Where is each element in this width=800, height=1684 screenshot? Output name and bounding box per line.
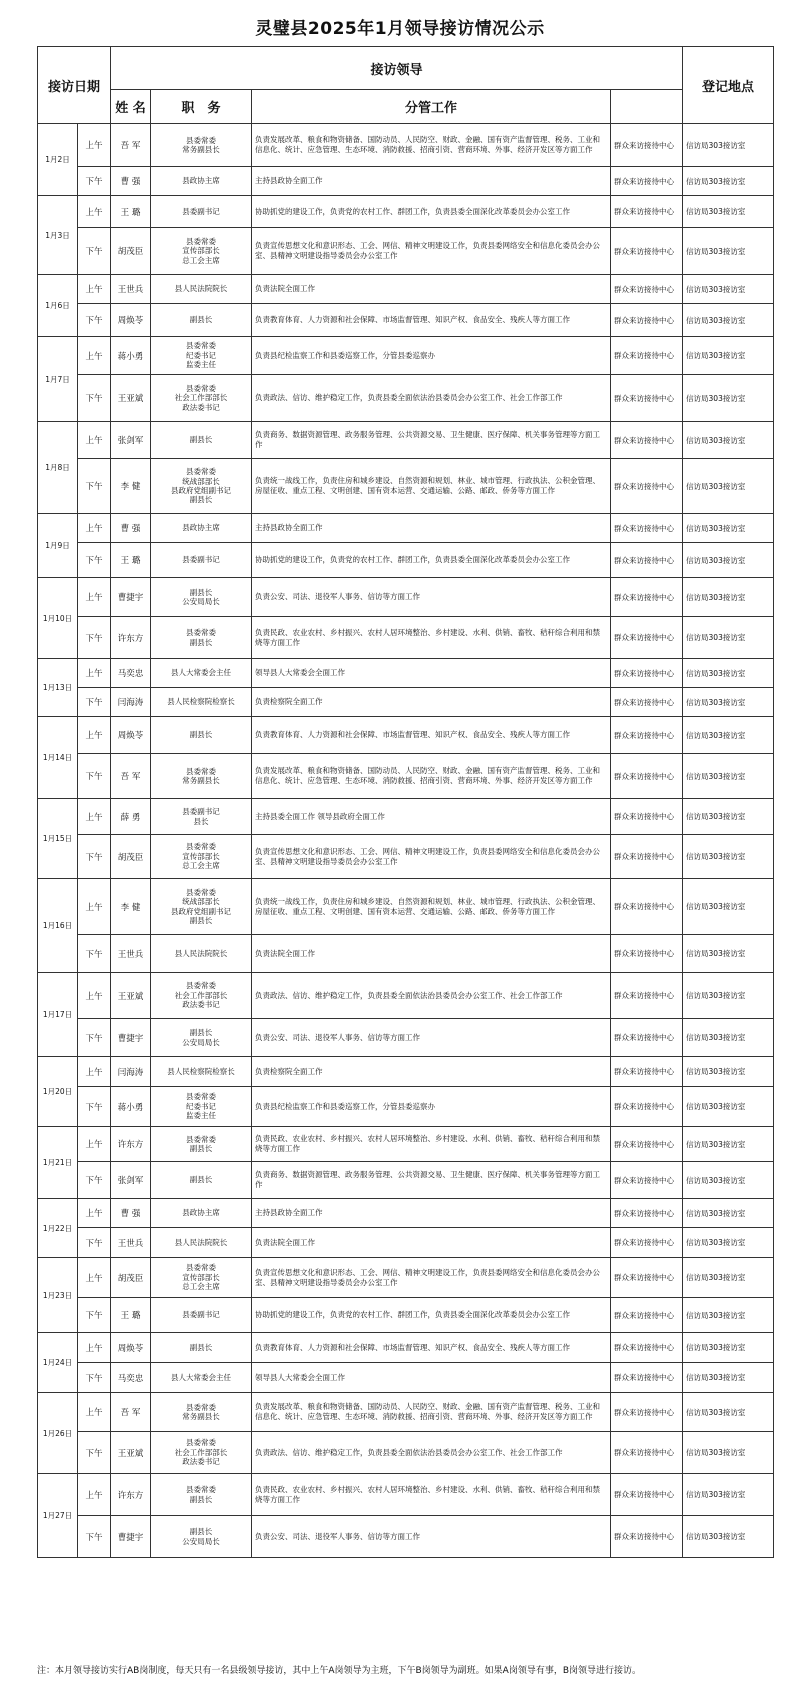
- leader-name-cell: 周焕苓: [111, 717, 151, 754]
- leader-name-cell: 王亚斌: [111, 1432, 151, 1474]
- visit-place-cell: 信访局303接访室: [683, 717, 774, 754]
- duty-cell: 负责发展改革、粮食和物资储备、国防动员、人民防空、财政、金融、国有资产监督管理、税务、工业和信息化、统计、应急管理、生态环境、消防救援、招商引资、营商环境、外事、经济开发区等方面工作: [252, 754, 611, 799]
- leader-name-cell: 王世兵: [111, 935, 151, 973]
- register-place-cell: 群众来访接待中心: [611, 1162, 683, 1199]
- leader-name-cell: 曹 强: [111, 167, 151, 196]
- table-row: [38, 1432, 774, 1474]
- position-cell: 副县长: [151, 717, 252, 754]
- date-cell: 1月6日: [38, 275, 78, 337]
- period-cell: 上午: [78, 1474, 111, 1516]
- period-cell: 上午: [78, 717, 111, 754]
- leader-name-cell: 王亚斌: [111, 973, 151, 1019]
- table-row: [38, 1258, 774, 1298]
- duty-cell: 负责教育体育、人力资源和社会保障、市场监督管理、知识产权、食品安全、残疾人等方面工作: [252, 304, 611, 337]
- table-row: [38, 337, 774, 375]
- visit-place-cell: 信访局303接访室: [683, 304, 774, 337]
- register-place-cell: 群众来访接待中心: [611, 1228, 683, 1258]
- visit-place-cell: 信访局303接访室: [683, 1432, 774, 1474]
- position-cell: 县政协主席: [151, 1199, 252, 1228]
- register-place-cell: 群众来访接待中心: [611, 617, 683, 659]
- position-cell: 县委常委 社会工作部部长 政法委书记: [151, 375, 252, 422]
- date-cell: 1月8日: [38, 422, 78, 514]
- date-cell: 1月9日: [38, 514, 78, 578]
- position-cell: 县委常委 统战部部长 县政府党组副书记 副县长: [151, 459, 252, 514]
- position-cell: 县委常委 常务副县长: [151, 1393, 252, 1432]
- visit-place-cell: 信访局303接访室: [683, 935, 774, 973]
- period-cell: 上午: [78, 1127, 111, 1162]
- period-cell: 上午: [78, 659, 111, 688]
- table-row: [38, 835, 774, 879]
- leader-name-cell: 王亚斌: [111, 375, 151, 422]
- table-row: [38, 1516, 774, 1558]
- date-cell: 1月3日: [38, 196, 78, 275]
- period-cell: 上午: [78, 196, 111, 228]
- visit-place-cell: 信访局303接访室: [683, 1127, 774, 1162]
- visit-place-cell: 信访局303接访室: [683, 124, 774, 167]
- schedule-table: [37, 46, 774, 1558]
- leader-name-cell: 许东方: [111, 1474, 151, 1516]
- period-cell: 上午: [78, 337, 111, 375]
- period-cell: 上午: [78, 1057, 111, 1087]
- leader-name-cell: 胡茂臣: [111, 1258, 151, 1298]
- position-cell: 县委副书记: [151, 196, 252, 228]
- date-cell: 1月26日: [38, 1393, 78, 1474]
- position-cell: 副县长 公安局局长: [151, 578, 252, 617]
- visit-place-cell: 信访局303接访室: [683, 617, 774, 659]
- position-cell: 县委常委 副县长: [151, 1127, 252, 1162]
- period-cell: 下午: [78, 1162, 111, 1199]
- table-row: [38, 1298, 774, 1333]
- period-cell: 下午: [78, 228, 111, 275]
- table-row: [38, 879, 774, 935]
- duty-cell: 负责县纪检监察工作和县委巡察工作，分管县委巡察办: [252, 1087, 611, 1127]
- position-cell: 县人大常委会主任: [151, 1363, 252, 1393]
- register-place-cell: 群众来访接待中心: [611, 514, 683, 543]
- visit-place-cell: 信访局303接访室: [683, 1057, 774, 1087]
- position-cell: 县委副书记 县长: [151, 799, 252, 835]
- position-cell: 县政协主席: [151, 514, 252, 543]
- register-place-cell: 群众来访接待中心: [611, 304, 683, 337]
- register-place-cell: 群众来访接待中心: [611, 835, 683, 879]
- table-row: [38, 196, 774, 228]
- position-cell: 县委副书记: [151, 1298, 252, 1333]
- footnote: 注：本月领导接访实行AB岗制度，每天只有一名县级领导接访，其中上午A岗领导为主班，下午B岗领导为副班。如果A岗领导有事，B岗领导进行接访。: [37, 1666, 641, 1676]
- leader-name-cell: 许东方: [111, 617, 151, 659]
- table-row: [38, 1333, 774, 1363]
- register-place-cell: 群众来访接待中心: [611, 799, 683, 835]
- period-cell: 下午: [78, 1516, 111, 1558]
- table-row: [38, 459, 774, 514]
- header-name: 姓 名: [111, 90, 151, 124]
- period-cell: 下午: [78, 543, 111, 578]
- table-row: [38, 1393, 774, 1432]
- visit-place-cell: 信访局303接访室: [683, 196, 774, 228]
- duty-cell: 负责检察院全面工作: [252, 688, 611, 717]
- table-row: [38, 1087, 774, 1127]
- register-place-cell: 群众来访接待中心: [611, 543, 683, 578]
- date-cell: 1月23日: [38, 1258, 78, 1333]
- duty-cell: 负责宣传思想文化和意识形态、工会、网信、精神文明建设工作，负责县委网络安全和信息化委员会办公室、县精神文明建设指导委员会办公室工作: [252, 835, 611, 879]
- leader-name-cell: 蒋小勇: [111, 1087, 151, 1127]
- table-row: [38, 375, 774, 422]
- leader-name-cell: 周焕苓: [111, 304, 151, 337]
- period-cell: 下午: [78, 935, 111, 973]
- date-cell: 1月20日: [38, 1057, 78, 1127]
- duty-cell: 负责发展改革、粮食和物资储备、国防动员、人民防空、财政、金融、国有资产监督管理、税务、工业和信息化、统计、应急管理、生态环境、消防救援、招商引资、营商环境、外事、经济开发区等方面工作: [252, 124, 611, 167]
- visit-place-cell: 信访局303接访室: [683, 1363, 774, 1393]
- table-row: [38, 1363, 774, 1393]
- duty-cell: 主持县委全面工作 领导县政府全面工作: [252, 799, 611, 835]
- duty-cell: 负责宣传思想文化和意识形态、工会、网信、精神文明建设工作，负责县委网络安全和信息化委员会办公室、县精神文明建设指导委员会办公室工作: [252, 1258, 611, 1298]
- leader-name-cell: 王 璐: [111, 196, 151, 228]
- position-cell: 县人民法院院长: [151, 1228, 252, 1258]
- visit-place-cell: 信访局303接访室: [683, 459, 774, 514]
- visit-place-cell: 信访局303接访室: [683, 879, 774, 935]
- duty-cell: 负责教育体育、人力资源和社会保障、市场监督管理、知识产权、食品安全、残疾人等方面工作: [252, 717, 611, 754]
- leader-name-cell: 曹 强: [111, 514, 151, 543]
- position-cell: 县委常委 宣传部部长 总工会主席: [151, 835, 252, 879]
- table-row: [38, 1474, 774, 1516]
- leader-name-cell: 曹捷宇: [111, 578, 151, 617]
- position-cell: 县委常委 统战部部长 县政府党组副书记 副县长: [151, 879, 252, 935]
- leader-name-cell: 李 健: [111, 879, 151, 935]
- duty-cell: 负责教育体育、人力资源和社会保障、市场监督管理、知识产权、食品安全、残疾人等方面工作: [252, 1333, 611, 1363]
- register-place-cell: 群众来访接待中心: [611, 459, 683, 514]
- duty-cell: 负责法院全面工作: [252, 1228, 611, 1258]
- table-row: [38, 275, 774, 304]
- duty-cell: 领导县人大常委会全面工作: [252, 659, 611, 688]
- position-cell: 县委常委 副县长: [151, 617, 252, 659]
- register-place-cell: 群众来访接待中心: [611, 1298, 683, 1333]
- leader-name-cell: 闫海涛: [111, 1057, 151, 1087]
- table-row: [38, 304, 774, 337]
- visit-place-cell: 信访局303接访室: [683, 754, 774, 799]
- position-cell: 副县长: [151, 1333, 252, 1363]
- period-cell: 上午: [78, 514, 111, 543]
- period-cell: 下午: [78, 304, 111, 337]
- table-row: [38, 578, 774, 617]
- position-cell: 县委常委 社会工作部部长 政法委书记: [151, 1432, 252, 1474]
- leader-name-cell: 薛 勇: [111, 799, 151, 835]
- period-cell: 下午: [78, 459, 111, 514]
- table-row: [38, 228, 774, 275]
- table-row: [38, 124, 774, 167]
- register-place-cell: 群众来访接待中心: [611, 1019, 683, 1057]
- date-cell: 1月2日: [38, 124, 78, 196]
- register-place-cell: 群众来访接待中心: [611, 228, 683, 275]
- visit-place-cell: 信访局303接访室: [683, 422, 774, 459]
- date-cell: 1月13日: [38, 659, 78, 717]
- table-row: [38, 1199, 774, 1228]
- date-cell: 1月10日: [38, 578, 78, 659]
- period-cell: 下午: [78, 835, 111, 879]
- period-cell: 上午: [78, 1393, 111, 1432]
- table-row: [38, 514, 774, 543]
- period-cell: 下午: [78, 375, 111, 422]
- visit-place-cell: 信访局303接访室: [683, 973, 774, 1019]
- visit-place-cell: 信访局303接访室: [683, 167, 774, 196]
- register-place-cell: 群众来访接待中心: [611, 1199, 683, 1228]
- leader-name-cell: 王世兵: [111, 275, 151, 304]
- leader-name-cell: 王 璐: [111, 543, 151, 578]
- register-place-cell: 群众来访接待中心: [611, 973, 683, 1019]
- register-place-cell: 群众来访接待中心: [611, 1393, 683, 1432]
- register-place-cell: 群众来访接待中心: [611, 717, 683, 754]
- duty-cell: 负责宣传思想文化和意识形态、工会、网信、精神文明建设工作，负责县委网络安全和信息化委员会办公室、县精神文明建设指导委员会办公室工作: [252, 228, 611, 275]
- period-cell: 下午: [78, 754, 111, 799]
- table-row: [38, 799, 774, 835]
- leader-name-cell: 吾 军: [111, 124, 151, 167]
- visit-place-cell: 信访局303接访室: [683, 1019, 774, 1057]
- table-row: [38, 422, 774, 459]
- position-cell: 县政协主席: [151, 167, 252, 196]
- period-cell: 上午: [78, 275, 111, 304]
- header-leader-group: 接访领导: [111, 47, 683, 90]
- leader-name-cell: 周焕苓: [111, 1333, 151, 1363]
- duty-cell: 负责政法、信访、维护稳定工作，负责县委全面依法治县委员会办公室工作、社会工作部工作: [252, 375, 611, 422]
- leader-name-cell: 蒋小勇: [111, 337, 151, 375]
- duty-cell: 主持县政协全面工作: [252, 1199, 611, 1228]
- visit-place-cell: 信访局303接访室: [683, 1087, 774, 1127]
- position-cell: 县人民法院院长: [151, 275, 252, 304]
- duty-cell: 负责法院全面工作: [252, 275, 611, 304]
- visit-place-cell: 信访局303接访室: [683, 375, 774, 422]
- date-cell: 1月24日: [38, 1333, 78, 1393]
- date-cell: 1月22日: [38, 1199, 78, 1258]
- register-place-cell: 群众来访接待中心: [611, 1333, 683, 1363]
- leader-name-cell: 胡茂臣: [111, 228, 151, 275]
- leader-name-cell: 曹捷宇: [111, 1516, 151, 1558]
- register-place-cell: 群众来访接待中心: [611, 1516, 683, 1558]
- header-position: 职 务: [151, 90, 252, 124]
- position-cell: 县委常委 社会工作部部长 政法委书记: [151, 973, 252, 1019]
- duty-cell: 负责统一战线工作，负责住房和城乡建设、自然资源和规划、林业、城市管理、行政执法、公积金管理、房屋征收、重点工程、文明创建、国有资本运营、交通运输、公路、邮政、侨务等方面工作: [252, 879, 611, 935]
- header-register-place: 登记地点: [683, 47, 774, 124]
- leader-name-cell: 张剑军: [111, 422, 151, 459]
- register-place-cell: 群众来访接待中心: [611, 1057, 683, 1087]
- leader-name-cell: 许东方: [111, 1127, 151, 1162]
- period-cell: 上午: [78, 799, 111, 835]
- table-row: [38, 973, 774, 1019]
- visit-place-cell: 信访局303接访室: [683, 1298, 774, 1333]
- position-cell: 副县长 公安局局长: [151, 1019, 252, 1057]
- date-cell: 1月15日: [38, 799, 78, 879]
- date-cell: 1月27日: [38, 1474, 78, 1558]
- position-cell: 县委副书记: [151, 543, 252, 578]
- table-row: [38, 717, 774, 754]
- duty-cell: 负责民政、农业农村、乡村振兴、农村人居环境整治、乡村建设、水利、供销、畜牧、秸秆综合利用和禁烧等方面工作: [252, 1127, 611, 1162]
- period-cell: 上午: [78, 1258, 111, 1298]
- register-place-cell: 群众来访接待中心: [611, 688, 683, 717]
- period-cell: 下午: [78, 1228, 111, 1258]
- position-cell: 县委常委 副县长: [151, 1474, 252, 1516]
- table-row: [38, 1057, 774, 1087]
- period-cell: 上午: [78, 1333, 111, 1363]
- table-row: [38, 688, 774, 717]
- duty-cell: 领导县人大常委会全面工作: [252, 1363, 611, 1393]
- duty-cell: 负责政法、信访、维护稳定工作，负责县委全面依法治县委员会办公室工作、社会工作部工作: [252, 1432, 611, 1474]
- duty-cell: 负责商务、数据资源管理、政务服务管理、公共资源交易、卫生健康、医疗保障、机关事务管理等方面工作: [252, 422, 611, 459]
- duty-cell: 负责民政、农业农村、乡村振兴、农村人居环境整治、乡村建设、水利、供销、畜牧、秸秆综合利用和禁烧等方面工作: [252, 1474, 611, 1516]
- leader-name-cell: 王 璐: [111, 1298, 151, 1333]
- visit-place-cell: 信访局303接访室: [683, 1333, 774, 1363]
- visit-place-cell: 信访局303接访室: [683, 578, 774, 617]
- visit-place-cell: 信访局303接访室: [683, 835, 774, 879]
- leader-name-cell: 吾 军: [111, 1393, 151, 1432]
- position-cell: 县委常委 纪委书记 监委主任: [151, 1087, 252, 1127]
- period-cell: 上午: [78, 422, 111, 459]
- period-cell: 上午: [78, 1199, 111, 1228]
- position-cell: 副县长 公安局局长: [151, 1516, 252, 1558]
- leader-name-cell: 曹捷宇: [111, 1019, 151, 1057]
- duty-cell: 主持县政协全面工作: [252, 514, 611, 543]
- period-cell: 下午: [78, 1087, 111, 1127]
- period-cell: 下午: [78, 1298, 111, 1333]
- duty-cell: 协助抓党的建设工作，负责党的农村工作、群团工作，负责县委全面深化改革委员会办公室工作: [252, 1298, 611, 1333]
- table-row: [38, 754, 774, 799]
- duty-cell: 负责公安、司法、退役军人事务、信访等方面工作: [252, 578, 611, 617]
- visit-place-cell: 信访局303接访室: [683, 275, 774, 304]
- position-cell: 副县长: [151, 304, 252, 337]
- visit-place-cell: 信访局303接访室: [683, 514, 774, 543]
- position-cell: 副县长: [151, 1162, 252, 1199]
- position-cell: 县委常委 宣传部部长 总工会主席: [151, 228, 252, 275]
- position-cell: 县委常委 常务副县长: [151, 754, 252, 799]
- register-place-cell: 群众来访接待中心: [611, 879, 683, 935]
- register-place-cell: 群众来访接待中心: [611, 578, 683, 617]
- table-row: [38, 1127, 774, 1162]
- table-row: [38, 1162, 774, 1199]
- page-title: 灵璧县2025年1月领导接访情况公示: [255, 19, 545, 39]
- visit-place-cell: 信访局303接访室: [683, 1393, 774, 1432]
- leader-name-cell: 闫海涛: [111, 688, 151, 717]
- date-cell: 1月7日: [38, 337, 78, 422]
- register-place-cell: 群众来访接待中心: [611, 659, 683, 688]
- period-cell: 上午: [78, 879, 111, 935]
- leader-name-cell: 张剑军: [111, 1162, 151, 1199]
- visit-place-cell: 信访局303接访室: [683, 1199, 774, 1228]
- duty-cell: 负责统一战线工作，负责住房和城乡建设、自然资源和规划、林业、城市管理、行政执法、公积金管理、房屋征收、重点工程、文明创建、国有资本运营、交通运输、公路、邮政、侨务等方面工作: [252, 459, 611, 514]
- date-cell: 1月17日: [38, 973, 78, 1057]
- visit-place-cell: 信访局303接访室: [683, 228, 774, 275]
- visit-place-cell: 信访局303接访室: [683, 1162, 774, 1199]
- date-cell: 1月21日: [38, 1127, 78, 1199]
- visit-place-cell: 信访局303接访室: [683, 799, 774, 835]
- leader-name-cell: 李 健: [111, 459, 151, 514]
- duty-cell: 协助抓党的建设工作，负责党的农村工作、群团工作，负责县委全面深化改革委员会办公室工作: [252, 543, 611, 578]
- position-cell: 县人大常委会主任: [151, 659, 252, 688]
- register-place-cell: 群众来访接待中心: [611, 1432, 683, 1474]
- period-cell: 下午: [78, 688, 111, 717]
- duty-cell: 负责公安、司法、退役军人事务、信访等方面工作: [252, 1516, 611, 1558]
- register-place-cell: 群众来访接待中心: [611, 196, 683, 228]
- register-place-cell: 群众来访接待中心: [611, 275, 683, 304]
- register-place-cell: 群众来访接待中心: [611, 1087, 683, 1127]
- duty-cell: 负责民政、农业农村、乡村振兴、农村人居环境整治、乡村建设、水利、供销、畜牧、秸秆综合利用和禁烧等方面工作: [252, 617, 611, 659]
- visit-place-cell: 信访局303接访室: [683, 659, 774, 688]
- period-cell: 上午: [78, 124, 111, 167]
- period-cell: 下午: [78, 617, 111, 659]
- position-cell: 县人民法院院长: [151, 935, 252, 973]
- duty-cell: 主持县政协全面工作: [252, 167, 611, 196]
- visit-place-cell: 信访局303接访室: [683, 1474, 774, 1516]
- duty-cell: 负责商务、数据资源管理、政务服务管理、公共资源交易、卫生健康、医疗保障、机关事务管理等方面工作: [252, 1162, 611, 1199]
- period-cell: 上午: [78, 973, 111, 1019]
- table-row: [38, 167, 774, 196]
- period-cell: 下午: [78, 1363, 111, 1393]
- leader-name-cell: 胡茂臣: [111, 835, 151, 879]
- position-cell: 县委常委 纪委书记 监委主任: [151, 337, 252, 375]
- period-cell: 下午: [78, 1019, 111, 1057]
- leader-name-cell: 吾 军: [111, 754, 151, 799]
- period-cell: 上午: [78, 578, 111, 617]
- register-place-cell: 群众来访接待中心: [611, 337, 683, 375]
- period-cell: 下午: [78, 1432, 111, 1474]
- visit-place-cell: 信访局303接访室: [683, 1258, 774, 1298]
- header-date: 接访日期: [38, 47, 111, 124]
- table-row: [38, 1228, 774, 1258]
- date-cell: 1月16日: [38, 879, 78, 973]
- period-cell: 下午: [78, 167, 111, 196]
- register-place-cell: 群众来访接待中心: [611, 1363, 683, 1393]
- table-row: [38, 543, 774, 578]
- register-place-cell: 群众来访接待中心: [611, 1127, 683, 1162]
- visit-place-cell: 信访局303接访室: [683, 543, 774, 578]
- position-cell: 县委常委 常务副县长: [151, 124, 252, 167]
- table-row: [38, 1019, 774, 1057]
- table-row: [38, 659, 774, 688]
- leader-name-cell: 曹 强: [111, 1199, 151, 1228]
- duty-cell: 协助抓党的建设工作，负责党的农村工作、群团工作，负责县委全面深化改革委员会办公室工作: [252, 196, 611, 228]
- visit-place-cell: 信访局303接访室: [683, 1228, 774, 1258]
- duty-cell: 负责检察院全面工作: [252, 1057, 611, 1087]
- register-place-cell: 群众来访接待中心: [611, 1258, 683, 1298]
- table-row: [38, 935, 774, 973]
- register-place-cell: 群众来访接待中心: [611, 124, 683, 167]
- duty-cell: 负责县纪检监察工作和县委巡察工作，分管县委巡察办: [252, 337, 611, 375]
- register-place-cell: 群众来访接待中心: [611, 1474, 683, 1516]
- register-place-cell: 群众来访接待中心: [611, 167, 683, 196]
- duty-cell: 负责政法、信访、维护稳定工作，负责县委全面依法治县委员会办公室工作、社会工作部工作: [252, 973, 611, 1019]
- register-place-cell: 群众来访接待中心: [611, 754, 683, 799]
- visit-place-cell: 信访局303接访室: [683, 1516, 774, 1558]
- duty-cell: 负责公安、司法、退役军人事务、信访等方面工作: [252, 1019, 611, 1057]
- position-cell: 县人民检察院检察长: [151, 1057, 252, 1087]
- visit-place-cell: 信访局303接访室: [683, 688, 774, 717]
- register-place-cell: 群众来访接待中心: [611, 375, 683, 422]
- leader-name-cell: 马奕忠: [111, 659, 151, 688]
- register-place-cell: 群众来访接待中心: [611, 935, 683, 973]
- table-row: [38, 617, 774, 659]
- duty-cell: 负责法院全面工作: [252, 935, 611, 973]
- date-cell: 1月14日: [38, 717, 78, 799]
- leader-name-cell: 王世兵: [111, 1228, 151, 1258]
- position-cell: 副县长: [151, 422, 252, 459]
- position-cell: 县人民检察院检察长: [151, 688, 252, 717]
- visit-place-cell: 信访局303接访室: [683, 337, 774, 375]
- duty-cell: 负责发展改革、粮食和物资储备、国防动员、人民防空、财政、金融、国有资产监督管理、税务、工业和信息化、统计、应急管理、生态环境、消防救援、招商引资、营商环境、外事、经济开发区等方面工作: [252, 1393, 611, 1432]
- leader-name-cell: 马奕忠: [111, 1363, 151, 1393]
- header-duty: 分管工作: [252, 90, 611, 124]
- register-place-cell: 群众来访接待中心: [611, 422, 683, 459]
- position-cell: 县委常委 宣传部部长 总工会主席: [151, 1258, 252, 1298]
